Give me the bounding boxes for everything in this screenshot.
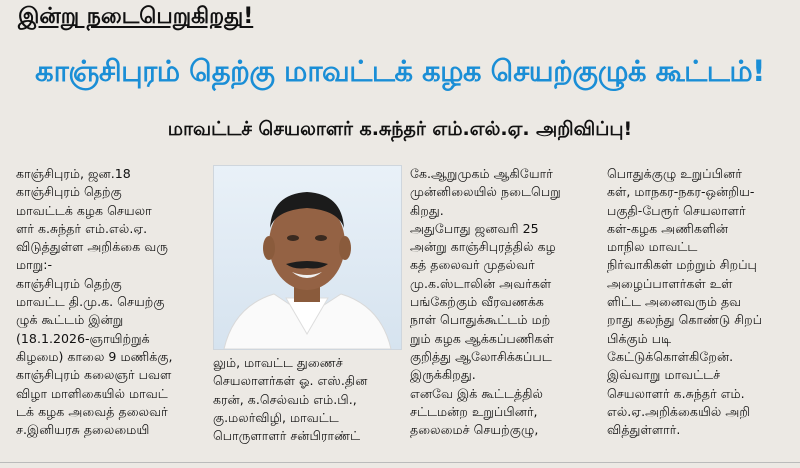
bottom-divider — [0, 462, 800, 463]
subheadline: மாவட்டச் செயலாளர் க.சுந்தர் எம்.எல்.ஏ. அறிவிப்பு! — [167, 118, 633, 140]
kicker-heading: இன்று நடைபெறுகிறது! — [18, 4, 254, 29]
article-column-2: லும், மாவட்ட துணைச் செயலாளர்கள் ஓ. எஸ்.தின கரன், க.செல்வம் எம்.பி., கு.மலர்விழி, மாவட்ட பொருளாளர் சன்பிராண்ட் — [213, 355, 368, 444]
article-column-1: காஞ்சிபுரம், ஜன.18 காஞ்சிபுரம் தெற்கு மாவட்டக் கழக செயலா ளர் க.சுந்தர் எம்.எல்.ஏ. விடுத்துள்ள அறிக்கை வரு மாறு:- காஞ்சிபுரம் தெற்கு மாவட்ட தி.மு.க. செயற்கு ழுக் கூட்டம் இன்று (18.1.2026-ஞாயிற்றுக் கிழமை) காலை 9 மணிக்கு, காஞ்சிபுரம் கலைஞர் பவள விழா மாளிகையில் மாவட் டக் கழக அவைத் தலைவர் ச.இனியரசு தலைமையி — [16, 166, 173, 438]
headline: காஞ்சிபுரம் தெற்கு மாவட்டக் கழக செயற்குழுக் கூட்டம்! — [35, 54, 765, 88]
portrait-photo-illustration — [214, 166, 401, 349]
article-column-4: பொதுக்குழு உறுப்பினர் கள், மாநகர-நகர-ஒன்றிய- பகுதி-பேரூர் செயலாளர் கள்-கழக அணிகளின் மாநில மாவட்ட நிர்வாகிகள் மற்றும் சிறப்பு அழைப்பாளர்கள் உள் ளிட்ட அனைவரும் தவ றாது கலந்து கொண்டு சிறப் பிக்கும் படி கேட்டுக்கொள்கிறேன். இவ்வாறு மாவட்டச் செயலாளர் க.சுந்தர் எம். எல்.ஏ.அறிக்கையில் அறி வித்துள்ளார். — [607, 166, 763, 438]
portrait-photo — [213, 165, 402, 350]
article-column-3: கே.ஆறுமுகம் ஆகியோர் முன்னிலையில் நடைபெறு கிறது. அதுபோது ஜனவரி 25 அன்று காஞ்சிபுரத்தில் கழ கத் தலைவர் முதல்வர் மு.க.ஸ்டாலின் அவர்கள் பங்கேற்கும் வீரவணக்க நாள் பொதுக்கூட்டம் மற் றும் கழக ஆக்கப்பணிகள் குறித்து ஆலோசிக்கப்பட இருக்கிறது. எனவே இக் கூட்டத்தில் சட்டமன்ற உறுப்பினர், தலைமைச் செயற்குழு, — [410, 166, 561, 438]
